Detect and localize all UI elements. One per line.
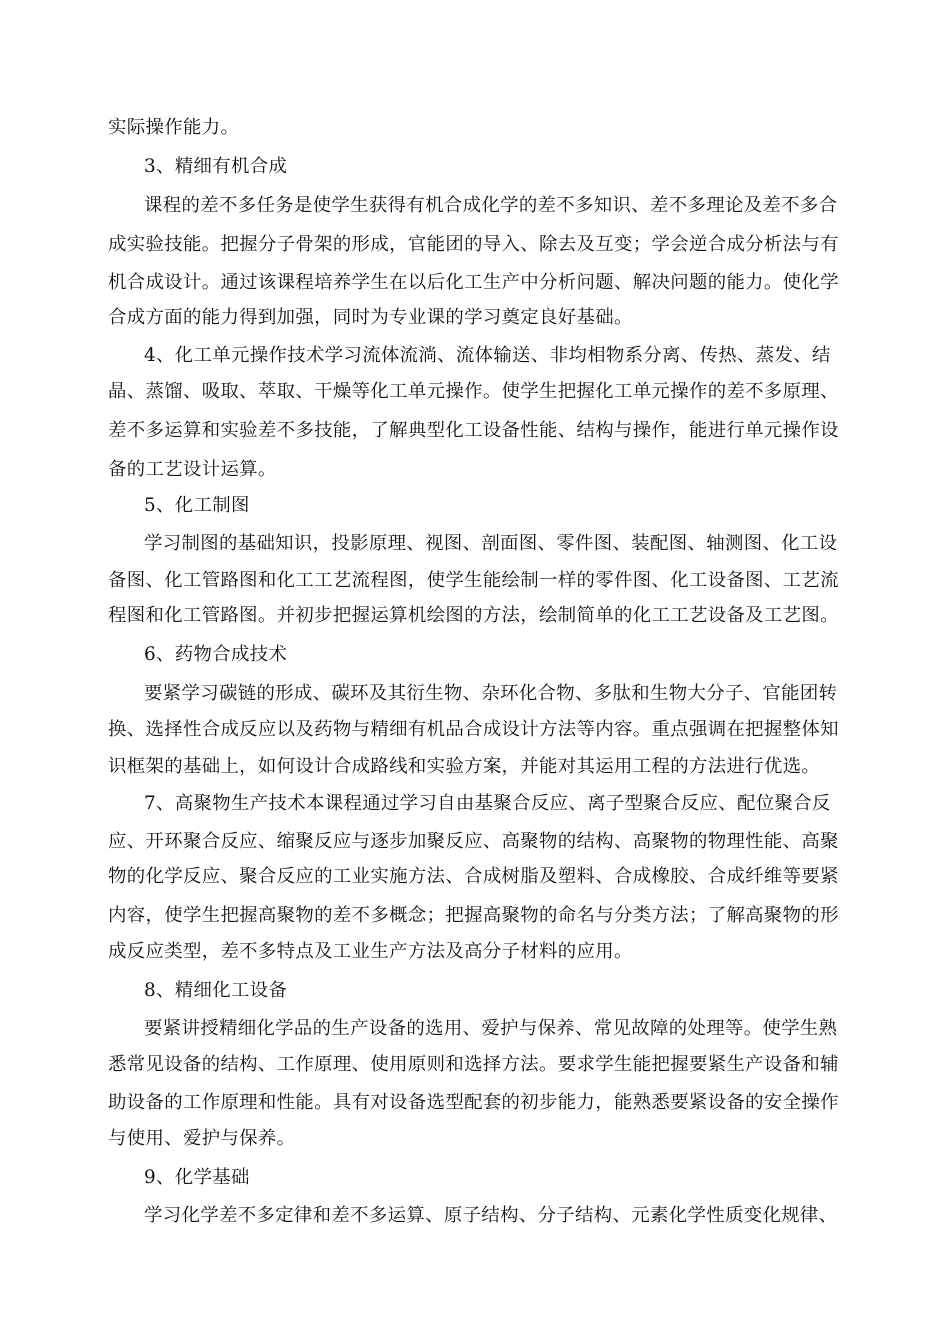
text-line: 机合成设计。通过该课程培养学生在以后化工生产中分析问题、解决问题的能力。使化学 [108, 272, 839, 293]
text-line: 与使用、爱护与保养。 [108, 1128, 296, 1149]
section-heading-8: 8、精细化工设备 [144, 980, 288, 1001]
section-heading-5: 5、化工制图 [144, 495, 250, 516]
text-line: 物的化学反应、聚合反应的工业实施方法、合成树脂及塑料、合成橡胶、合成纤维等要紧 [108, 866, 839, 887]
section-heading-9: 9、化学基础 [144, 1167, 250, 1188]
text-line: 程图和化工管路图。并初步把握运算机绘图的方法，绘制简单的化工工艺设备及工艺图。 [108, 605, 839, 626]
text-line: 换、选择性合成反应以及药物与精细有机品合成设计方法等内容。重点强调在把握整体知 [108, 719, 839, 740]
text-line: 要紧学习碳链的形成、碳环及其衍生物、杂环化合物、多肽和生物大分子、官能团转 [144, 683, 838, 704]
text-line: 备的工艺设计运算。 [108, 459, 277, 480]
text-line: 识框架的基础上，如何设计合成路线和实验方案，并能对其运用工程的方法进行优选。 [108, 756, 821, 777]
section-heading-3: 3、精细有机合成 [144, 156, 288, 177]
text-line: 应、开环聚合反应、缩聚反应与逐步加聚反应、高聚物的结构、高聚物的物理性能、高聚 [108, 831, 839, 852]
text-line: 合成方面的能力得到加强，同时为专业课的学习奠定良好基础。 [108, 307, 633, 328]
text-line: 悉常见设备的结构、工作原理、使用原则和选择方法。要求学生能把握要紧生产设备和辅 [108, 1054, 839, 1075]
text-line: 备图、化工管路图和化工工艺流程图，使学生能绘制一样的零件图、化工设备图、工艺流 [108, 570, 839, 591]
text-line: 内容，使学生把握高聚物的差不多概念；把握高聚物的命名与分类方法；了解高聚物的形 [108, 905, 839, 926]
text-line: 实际操作能力。 [108, 117, 240, 138]
text-line: 成实验技能。把握分子骨架的形成，官能团的导入、除去及互变；学会逆合成分析法与有 [108, 234, 839, 255]
text-line: 助设备的工作原理和性能。具有对设备选型配套的初步能力，能熟悉要紧设备的安全操作 [108, 1092, 839, 1113]
text-line: 成反应类型，差不多特点及工业生产方法及高分子材料的应用。 [108, 941, 633, 962]
section-heading-6: 6、药物合成技术 [144, 644, 288, 665]
text-line: 学习化学差不多定律和差不多运算、原子结构、分子结构、元素化学性质变化规律、 [144, 1205, 838, 1226]
text-line: 课程的差不多任务是使学生获得有机合成化学的差不多知识、差不多理论及差不多合 [144, 195, 838, 216]
text-line: 差不多运算和实验差不多技能，了解典型化工设备性能、结构与操作，能进行单元操作设 [108, 420, 839, 441]
section-heading-4: 4、化工单元操作技术学习流体流淌、流体输送、非均相物系分离、传热、蒸发、结 [144, 345, 831, 366]
section-heading-7: 7、高聚物生产技术本课程通过学习自由基聚合反应、离子型聚合反应、配位聚合反 [144, 793, 831, 814]
text-line: 晶、蒸馏、吸取、萃取、干燥等化工单元操作。使学生把握化工单元操作的差不多原理、 [108, 381, 839, 402]
text-line: 要紧讲授精细化学品的生产设备的选用、爱护与保养、常见故障的处理等。使学生熟 [144, 1018, 838, 1039]
text-line: 学习制图的基础知识，投影原理、视图、剖面图、零件图、装配图、轴测图、化工设 [144, 533, 838, 554]
